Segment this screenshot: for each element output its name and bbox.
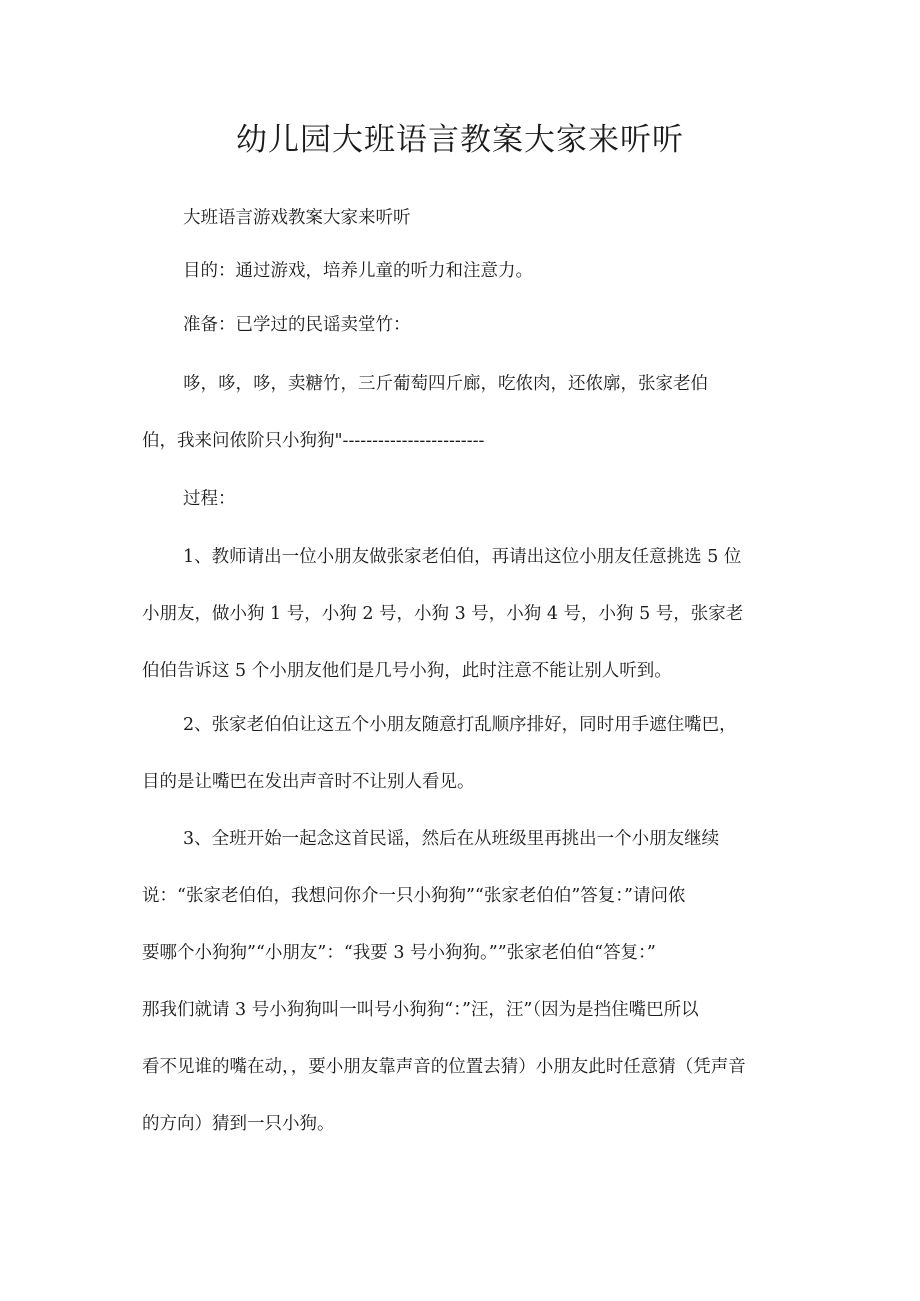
rhyme-line-1: 哆，哆，哆，卖糖竹，三斤葡萄四斤廊，吃侬肉，还侬廓，张家老伯 <box>183 374 708 394</box>
prep-paragraph <box>142 297 782 354</box>
step1-line-2: 小朋友，做小狗 1 号，小狗 2 号，小狗 3 号，小狗 4 号，小狗 5 号，张家老 <box>142 604 744 624</box>
step1-line-3: 伯伯告诉这 5 个小朋友他们是几号小狗，此时注意不能让别人听到。 <box>142 661 672 681</box>
step3-paragraph <box>142 811 782 1153</box>
step1-line-1: 1、教师请出一位小朋友做张家老伯伯，再请出这位小朋友任意挑选 5 位 <box>183 547 742 567</box>
step3-line-2: 说：“张家老伯伯，我想问你介一只小狗狗”“张家老伯伯”答复：”请问侬 <box>142 886 686 906</box>
step2-line-1: 2、张家老伯伯让这五个小朋友随意打乱顺序排好，同时用手遮住嘴巴， <box>183 715 737 735</box>
step3-line-6: 的方向）猜到一只小狗。 <box>142 1114 335 1134</box>
document-title: 幼儿园大班语言教案大家来听听 <box>236 122 684 158</box>
step3-line-1: 3、全班开始一起念这首民谣，然后在从班级里再挑出一个小朋友继续 <box>183 829 720 849</box>
step3-line-4: 那我们就请 3 号小狗狗叫一叫号小狗狗“：”汪，汪”（因为是挡住嘴巴所以 <box>142 1000 699 1020</box>
step1-paragraph <box>142 529 782 700</box>
step2-line-2: 目的是让嘴巴在发出声音时不让别人看见。 <box>142 772 475 792</box>
step3-line-5: 看不见谁的嘴在动，，要小朋友靠声音的位置去猜）小朋友此时任意猜（凭声音 <box>142 1057 746 1077</box>
goal-paragraph <box>142 243 782 300</box>
rhyme-line-2: 伯，我来问侬阶只小狗狗"------------------------ <box>142 431 485 451</box>
process-heading-paragraph <box>142 471 782 528</box>
rhyme-paragraph <box>142 356 782 470</box>
process-heading: 过程： <box>183 489 236 509</box>
prep-line: 准备：已学过的民谣卖堂竹： <box>183 315 411 335</box>
step3-line-3: 要哪个小狗狗”“小朋友”：“我要 3 号小狗狗。””张家老伯伯“答复：” <box>142 943 656 963</box>
step2-paragraph <box>142 697 782 811</box>
goal-line: 目的：通过游戏，培养儿童的听力和注意力。 <box>183 261 533 281</box>
subtitle-paragraph <box>142 190 782 247</box>
subtitle-line: 大班语言游戏教案大家来听听 <box>183 208 411 228</box>
